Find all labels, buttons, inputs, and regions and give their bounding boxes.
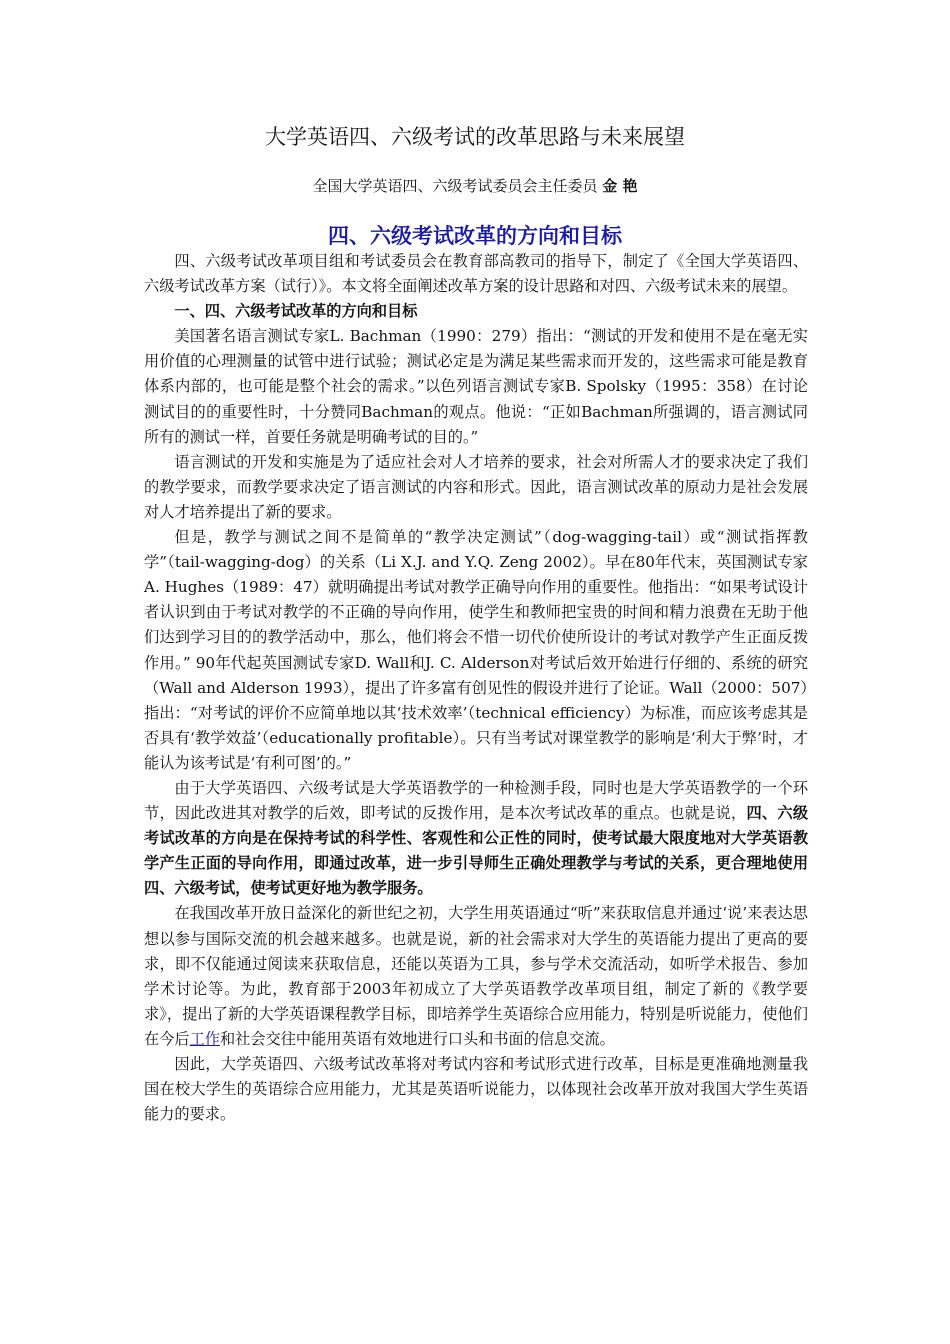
paragraph-listening-speaking [144, 901, 808, 1052]
paragraph-conclusion: 因此，大学英语四、六级考试改革将对考试内容和考试形式进行改革，目标是更准确地测量我国在校大学生的英语综合应用能力，尤其是英语听说能力，以体现社会改革开放对我国大学生英语能力的要求。 [144, 1055, 808, 1124]
paragraph-social-demand: 语言测试的开发和实施是为了适应社会对人才培养的要求，社会对所需人才的要求决定了我们的教学要求，而教学要求决定了语言测试的内容和形式。因此，语言测试改革的原动力是社会发展对人才培养提出了新的要求。 [144, 452, 808, 521]
paragraph-bachman: 美国著名语言测试专家L. Bachman（1990：279）指出：“测试的开发和使用不是在毫无实用价值的心理测量的试管中进行试验；测试必定是为满足某些需求而开发的，这些需求可能是教育体系内部的，也可能是整个社会的需求。”以色列语言测试专家B. Spolsky（1995：358）在讨论测试目的的重要性时，十分赞同Bachman的观点。他说：“正如Bachman所强调的，语言测试同所有的测试一样，首要任务就是明确考试的目的。” [144, 327, 808, 446]
author-role: 全国大学英语四、六级考试委员会主任委员 [312, 177, 598, 195]
paragraph-reform-direction [144, 776, 808, 901]
intro-paragraph: 四、六级考试改革项目组和考试委员会在教育部高教司的指导下，制定了《全国大学英语四、六级考试改革方案（试行）》。本文将全面阐述改革方案的设计思路和对四、六级考试未来的展望。 [144, 252, 808, 296]
subheading: 一、四、六级考试改革的方向和目标 [174, 302, 418, 321]
reform-direction-bold: 四、六级考试改革的方向是在保持考试的科学性、客观性和公正性的同时，使考试最大限度地对大学英语教学产生正面的导向作用，即通过改革，进一步引导师生正确处理教学与考试的关系，更合理地使用四、六级考试，使考试更好地为教学服务。 [144, 804, 809, 898]
paragraph-backwash: 但是，教学与测试之间不是简单的“教学决定测试”（dog-wagging-tail）或“测试指挥教学”（tail-wagging-dog）的关系（Li X.J. and Y.Q. Zeng 2002）。早在80年代末，英国测试专家A. Hughes（1989：47）就明确提出考试对教学正确导向作用的重要性。他指出：“如果考试设计者认识到由于考试对教学的不正确的导向作用，使学生和教师把宝贵的时间和精力浪费在无助于他们达到学习目的的教学活动中，那么，他们将会不惜一切代价使所设计的考试对教学产生正面反拨作用。” 90年代起英国测试专家D. Wall和J. C. Alderson对考试后效开始进行仔细的、系统的研究（Wall and Alderson 1993），提出了许多富有创见性的假设并进行了论证。Wall（2000：507）指出：“对考试的评价不应简单地以其‘技术效率’（technical efficiency）为标准，而应该考虑其是否具有‘教学效益’（educationally profitable）。只有当考试对课堂教学的影响是‘利大于弊’时，才能认为该考试是‘有利可图’的。” [144, 528, 808, 772]
author-line [0, 174, 950, 198]
listening-text-after: 和社会交往中能用英语有效地进行口头和书面的信息交流。 [219, 1029, 615, 1048]
work-link[interactable]: 工作 [189, 1029, 220, 1048]
reform-direction-text: 由于大学英语四、六级考试是大学英语教学的一种检测手段，同时也是大学英语教学的一个环节，因此改进其对教学的后效，即考试的反拨作用，是本次考试改革的重点。也就是说， [144, 778, 808, 823]
section-title: 四、六级考试改革的方向和目标 [328, 223, 622, 248]
author-name: 金 艳 [602, 177, 638, 195]
document-title: 大学英语四、六级考试的改革思路与未来展望 [265, 125, 685, 149]
listening-text-before: 在我国改革开放日益深化的新世纪之初，大学生用英语通过“听”来获取信息并通过‘说’来表达思想以参与国际交流的机会越来越多。也就是说，新的社会需求对大学生的英语能力提出了更高的要求，即不仅能通过阅读来获取信息，还能以英语为工具，参与学术交流活动，如听学术报告、参加学术讨论等。为此，教育部于2003年初成立了大学英语教学改革项目组，制定了新的《教学要求》，提出了新的大学英语课程教学目标，即培养学生英语综合应用能力，特别是听说能力，使他们在今后 [144, 904, 808, 1048]
article-body [144, 249, 808, 1127]
